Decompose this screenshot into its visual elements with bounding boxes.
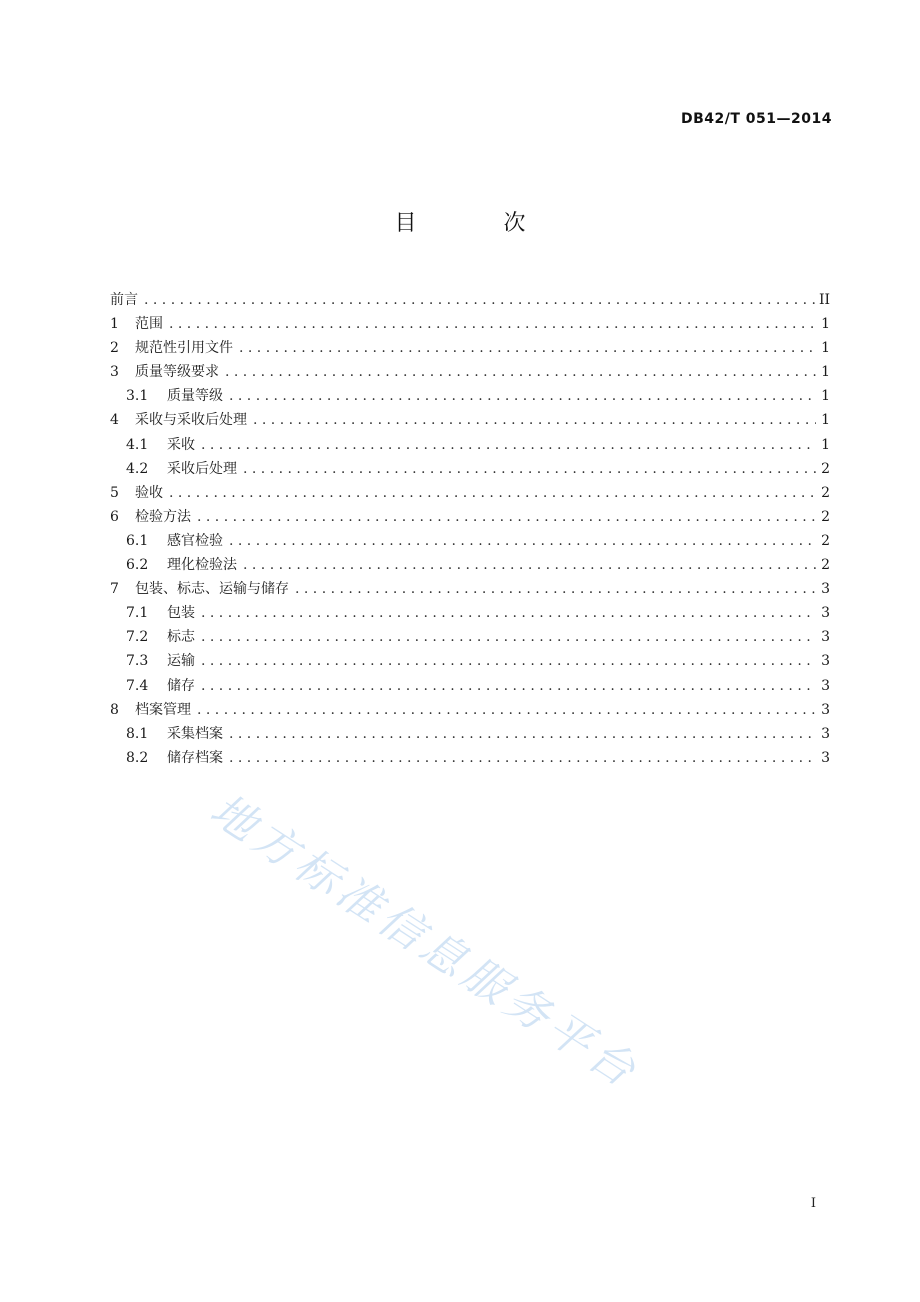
toc-dot-leader: [229, 529, 816, 553]
toc-dot-leader: [201, 625, 816, 649]
toc-entry-number: 4.1: [126, 436, 149, 453]
toc-entry[interactable]: [110, 553, 830, 577]
toc-entry-title: 检验方法: [135, 508, 191, 525]
toc-title: 目 次: [394, 211, 566, 236]
toc-entry[interactable]: [110, 625, 830, 649]
toc-entry-page: 1: [821, 364, 830, 381]
toc-entry-title: 储存档案: [167, 749, 223, 766]
toc-entry-number: 4: [110, 412, 119, 429]
toc-entry-number: 7.1: [126, 605, 149, 622]
toc-entry-page: 3: [821, 749, 830, 766]
watermark: 地方标准信息服务平台: [201, 784, 649, 1100]
toc-entry-number: 6.1: [126, 532, 149, 549]
toc-entry-title: 质量等级要求: [135, 364, 219, 381]
toc-entry-page: 2: [821, 557, 830, 574]
toc-dot-leader: [201, 649, 816, 673]
toc-entry-number: 3: [110, 364, 119, 381]
toc-entry-page: 1: [821, 316, 830, 333]
toc-entry-title: 采集档案: [167, 725, 223, 742]
toc-entry[interactable]: [110, 433, 830, 457]
toc-entry-number: 7.2: [126, 629, 149, 646]
toc-entry-page: 3: [821, 581, 830, 598]
toc-entry-page: 2: [821, 508, 830, 525]
toc-entry-title: 运输: [167, 653, 195, 670]
toc-entry-title: 感官检验: [167, 532, 223, 549]
toc-entry-title: 包装、标志、运输与储存: [135, 581, 289, 598]
toc-entry[interactable]: [110, 722, 830, 746]
toc-entry-number: 8: [110, 701, 119, 718]
page-number: I: [810, 1196, 816, 1211]
toc-entry[interactable]: [110, 457, 830, 481]
toc-entry-title: 采收: [167, 436, 195, 453]
toc-entry-page: 2: [821, 484, 830, 501]
toc-entry-number: 7: [110, 581, 119, 598]
toc-dot-leader: [201, 674, 816, 698]
toc-entry-title: 采收与采收后处理: [135, 412, 247, 429]
toc-dot-leader: [197, 505, 816, 529]
toc-entry-page: 1: [821, 436, 830, 453]
toc-entry-number: 5: [110, 484, 119, 501]
toc-entry-title: 前言: [110, 292, 138, 308]
toc-entry[interactable]: [110, 601, 830, 625]
toc-entry-title: 储存: [167, 677, 195, 694]
toc-entry-number: 6: [110, 508, 119, 525]
toc-dot-leader: [229, 746, 816, 770]
toc-dot-leader: [229, 384, 816, 408]
toc-entry-number: 3.1: [126, 388, 149, 405]
toc-entry[interactable]: [110, 408, 830, 432]
toc-entry[interactable]: [110, 529, 830, 553]
toc-entry-page: 3: [821, 653, 830, 670]
toc-entry-page: 3: [821, 701, 830, 718]
toc-entry-number: 7.3: [126, 653, 149, 670]
toc-entry-title: 采收后处理: [167, 460, 237, 477]
toc-entry[interactable]: [110, 746, 830, 770]
toc-dot-leader: [243, 457, 816, 481]
toc-entry-number: 6.2: [126, 557, 149, 574]
toc-entry-title: 规范性引用文件: [135, 340, 233, 357]
toc-entry[interactable]: [110, 674, 830, 698]
toc-entry[interactable]: [110, 577, 830, 601]
toc-entry-page: 2: [821, 460, 830, 477]
toc-entry[interactable]: [110, 384, 830, 408]
toc-entry-title: 档案管理: [135, 701, 191, 718]
toc-entry[interactable]: [110, 505, 830, 529]
toc-entry-page: 1: [821, 412, 830, 429]
standard-code: DB42/T 051—2014: [681, 111, 832, 127]
toc-entry-page: 3: [821, 677, 830, 694]
toc-entry-page: 2: [821, 532, 830, 549]
toc-entry[interactable]: [110, 360, 830, 384]
toc-entry[interactable]: [110, 312, 830, 336]
toc-dot-leader: [225, 360, 816, 384]
toc-dot-leader: [295, 577, 816, 601]
toc-dot-leader: [169, 312, 816, 336]
toc-entry[interactable]: [110, 336, 830, 360]
toc-entry-title: 验收: [135, 484, 163, 501]
toc-entry-page: 3: [821, 629, 830, 646]
toc-entry-number: 2: [110, 340, 119, 357]
toc-dot-leader: [197, 698, 816, 722]
toc-entry[interactable]: [110, 698, 830, 722]
toc-dot-leader: [253, 408, 816, 432]
toc-entry-number: 4.2: [126, 460, 149, 477]
toc-entry-title: 包装: [167, 605, 195, 622]
toc-entry[interactable]: [110, 649, 830, 673]
toc-dot-leader: [201, 433, 816, 457]
toc-dot-leader: [229, 722, 816, 746]
toc-entry-number: 8.1: [126, 725, 149, 742]
toc-dot-leader: [243, 553, 816, 577]
toc-entry-page: II: [818, 292, 830, 308]
toc-entry-title: 质量等级: [167, 388, 223, 405]
toc-entry-number: 8.2: [126, 749, 149, 766]
toc-entry-page: 1: [821, 388, 830, 405]
toc-entry-number: 7.4: [126, 677, 149, 694]
toc-entry-page: 3: [821, 605, 830, 622]
toc-entry-page: 3: [821, 725, 830, 742]
toc-entry-title: 范围: [135, 316, 163, 333]
toc-entry[interactable]: [110, 481, 830, 505]
toc-dot-leader: [201, 601, 816, 625]
toc-entry[interactable]: [110, 288, 830, 312]
toc-dot-leader: [169, 481, 816, 505]
toc-dot-leader: [144, 288, 815, 312]
toc-entry-title: 标志: [167, 629, 195, 646]
toc-dot-leader: [239, 336, 816, 360]
toc-list: [110, 288, 830, 770]
toc-entry-title: 理化检验法: [167, 557, 237, 574]
toc-entry-number: 1: [110, 316, 119, 333]
toc-entry-page: 1: [821, 340, 830, 357]
